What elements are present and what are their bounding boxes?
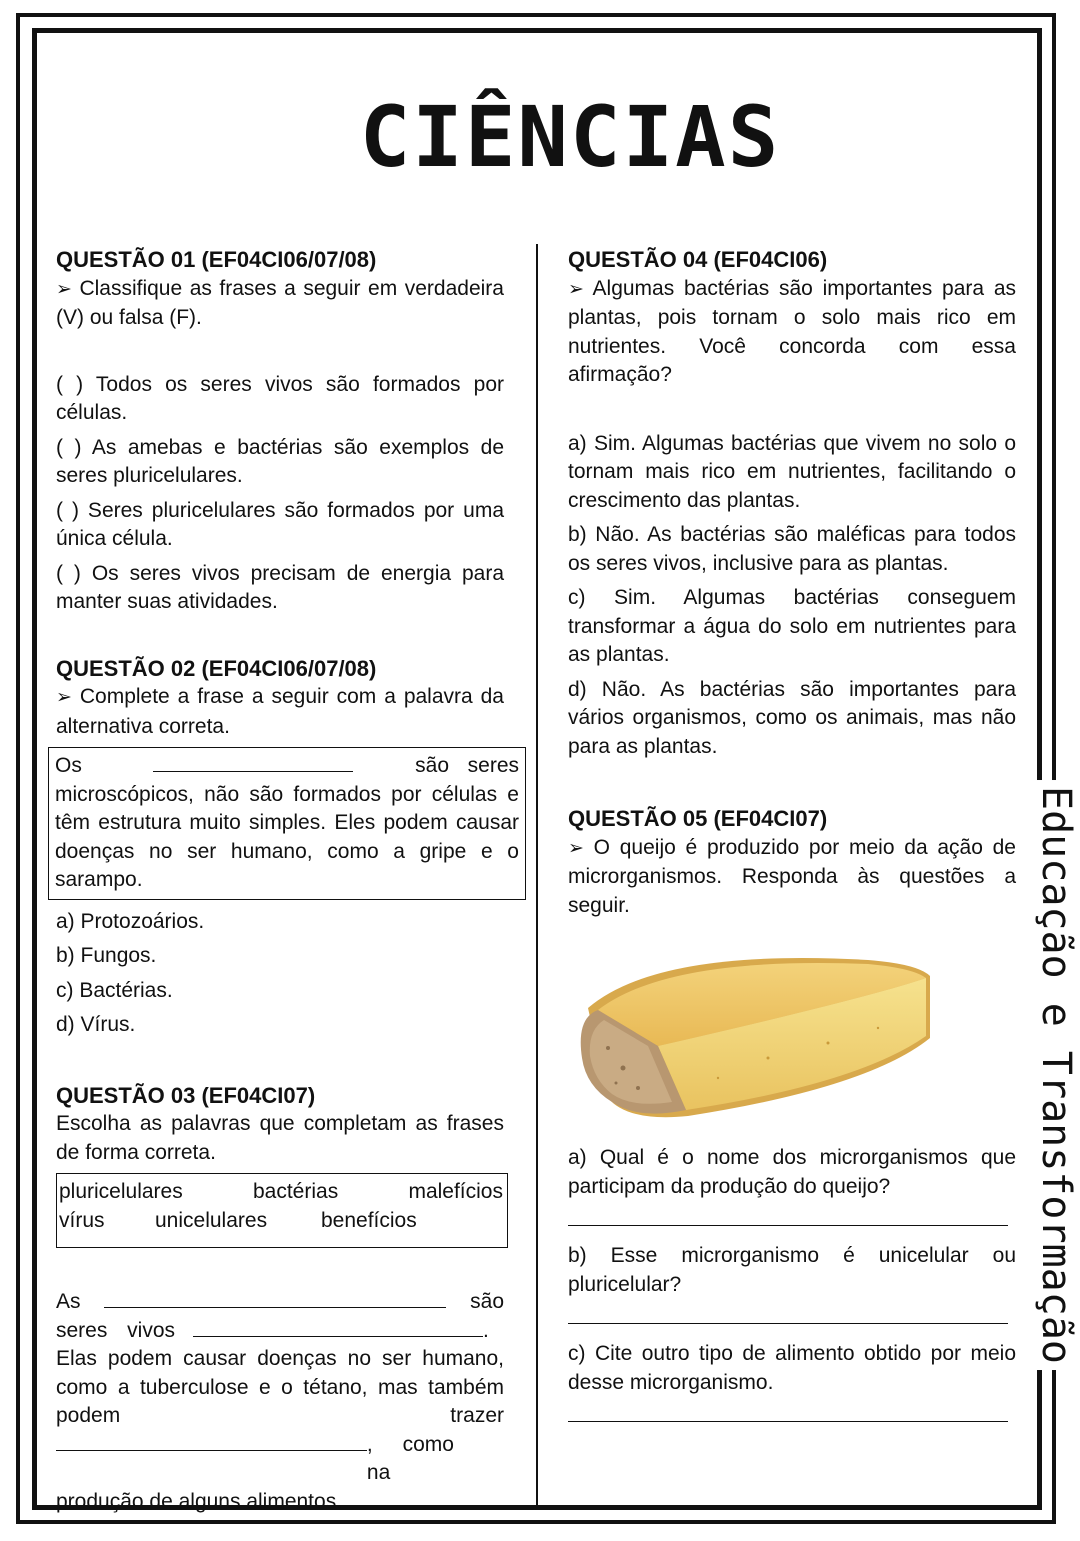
- cheese-image: [568, 938, 938, 1128]
- q2-box-text: são seres microscópicos, não são formados por células e têm estrutura muito simples. Eles podem causar doenças no ser humano, como a gripe e o sarampo.: [55, 754, 520, 891]
- q2-option[interactable]: d) Vírus.: [56, 1013, 136, 1036]
- q1-item: ( ) Seres pluricelulares são formados por uma única célula.: [56, 498, 504, 550]
- q5-answer-line-c[interactable]: [568, 1397, 1008, 1422]
- q1-prompt: ➢ Classifique as frases a seguir em verdadeira (V) ou falsa (F).: [56, 276, 504, 329]
- q5-question-b: b) Esse microrganismo é unicelular ou pluricelular?: [568, 1244, 1016, 1296]
- arrow-bullet-icon: ➢: [568, 278, 584, 300]
- q5-answer-line-b[interactable]: [568, 1299, 1008, 1324]
- arrow-bullet-icon: ➢: [56, 278, 72, 300]
- q3-line-3: Elas podem causar doenças no ser humano, como a tuberculose e o tétano, mas também podem trazer: [56, 1347, 504, 1427]
- q3-line-4: , como na: [56, 1431, 504, 1488]
- column-divider: [536, 244, 538, 1506]
- word-bank-item: benefícios: [321, 1208, 417, 1232]
- q2-option[interactable]: b) Fungos.: [56, 944, 157, 967]
- q3-line-2: seres vivos .: [56, 1318, 489, 1342]
- q2-prompt: ➢ Complete a frase a seguir com a palavra da alternativa correta.: [56, 685, 504, 738]
- right-column: [568, 246, 1016, 1438]
- word-bank-item: bactérias: [252, 1180, 339, 1203]
- word-bank-item: vírus: [59, 1208, 105, 1232]
- q4-option[interactable]: a) Sim. Algumas bactérias que vivem no solo o tornam mais rico em nutrientes, facilitando o crescimento das plantas.: [568, 431, 1016, 512]
- q2-option[interactable]: a) Protozoários.: [56, 909, 205, 933]
- q3-fill-blank[interactable]: [193, 1318, 483, 1337]
- q3-word-bank: [56, 1173, 508, 1248]
- q4-option[interactable]: d) Não. As bactérias são importantes para vários organismos, como os animais, mas não para as plantas.: [568, 677, 1016, 758]
- q3-prompt: Escolha as palavras que completam as frases de forma correta.: [56, 1112, 504, 1164]
- left-column: [55, 246, 520, 1516]
- word-bank-item: unicelulares: [155, 1208, 268, 1232]
- arrow-bullet-icon: ➢: [56, 687, 72, 708]
- word-bank-item: malefícios: [408, 1180, 503, 1203]
- q2-text-box: [48, 747, 526, 900]
- q1-item: ( ) Todos os seres vivos são formados por células.: [56, 372, 504, 424]
- q3-fill-blank[interactable]: [56, 1432, 367, 1451]
- arrow-bullet-icon: ➢: [568, 837, 584, 859]
- q2-heading: QUESTÃO 02 (EF04CI06/07/08): [56, 655, 377, 681]
- page-title: CIÊNCIAS: [359, 88, 781, 186]
- q4-heading: QUESTÃO 04 (EF04CI06): [568, 247, 828, 272]
- q5-prompt: ➢ O queijo é produzido por meio da ação de microrganismos. Responda às questões a seguir.: [568, 835, 1016, 917]
- side-brand-label: Educação e Transformação: [1034, 780, 1078, 1370]
- q1-item: ( ) Os seres vivos precisam de energia para manter suas atividades.: [56, 561, 504, 613]
- q5-question-a: a) Qual é o nome dos microrganismos que participam da produção do queijo?: [568, 1146, 1016, 1198]
- q2-option[interactable]: c) Bactérias.: [56, 978, 173, 1002]
- q2-fill-blank[interactable]: [153, 753, 353, 772]
- q3-fill-blank[interactable]: [104, 1289, 446, 1308]
- q3-line-1: As são: [56, 1290, 504, 1313]
- q3-line-5: produção de alguns alimentos.: [56, 1489, 343, 1513]
- q1-item: ( ) As amebas e bactérias são exemplos de seres pluricelulares.: [56, 435, 504, 487]
- q3-heading: QUESTÃO 03 (EF04CI07): [56, 1082, 316, 1108]
- q2-box-start: Os: [55, 754, 82, 777]
- q5-heading: QUESTÃO 05 (EF04CI07): [568, 806, 828, 831]
- q5-answer-line-a[interactable]: [568, 1201, 1008, 1226]
- q5-question-c: c) Cite outro tipo de alimento obtido por meio desse microrganismo.: [568, 1342, 1016, 1394]
- q1-heading: QUESTÃO 01 (EF04CI06/07/08): [56, 247, 377, 272]
- word-bank-item: pluricelulares: [59, 1180, 183, 1203]
- q4-option[interactable]: b) Não. As bactérias são maléficas para todos os seres vivos, inclusive para as plantas.: [568, 523, 1016, 575]
- q4-prompt: ➢ Algumas bactérias são importantes para as plantas, pois tornam o solo mais rico em nutrientes. Você concorda com essa afirmação?: [568, 276, 1016, 386]
- q4-option[interactable]: c) Sim. Algumas bactérias conseguem transformar a água do solo em nutrientes para as plantas.: [568, 586, 1016, 666]
